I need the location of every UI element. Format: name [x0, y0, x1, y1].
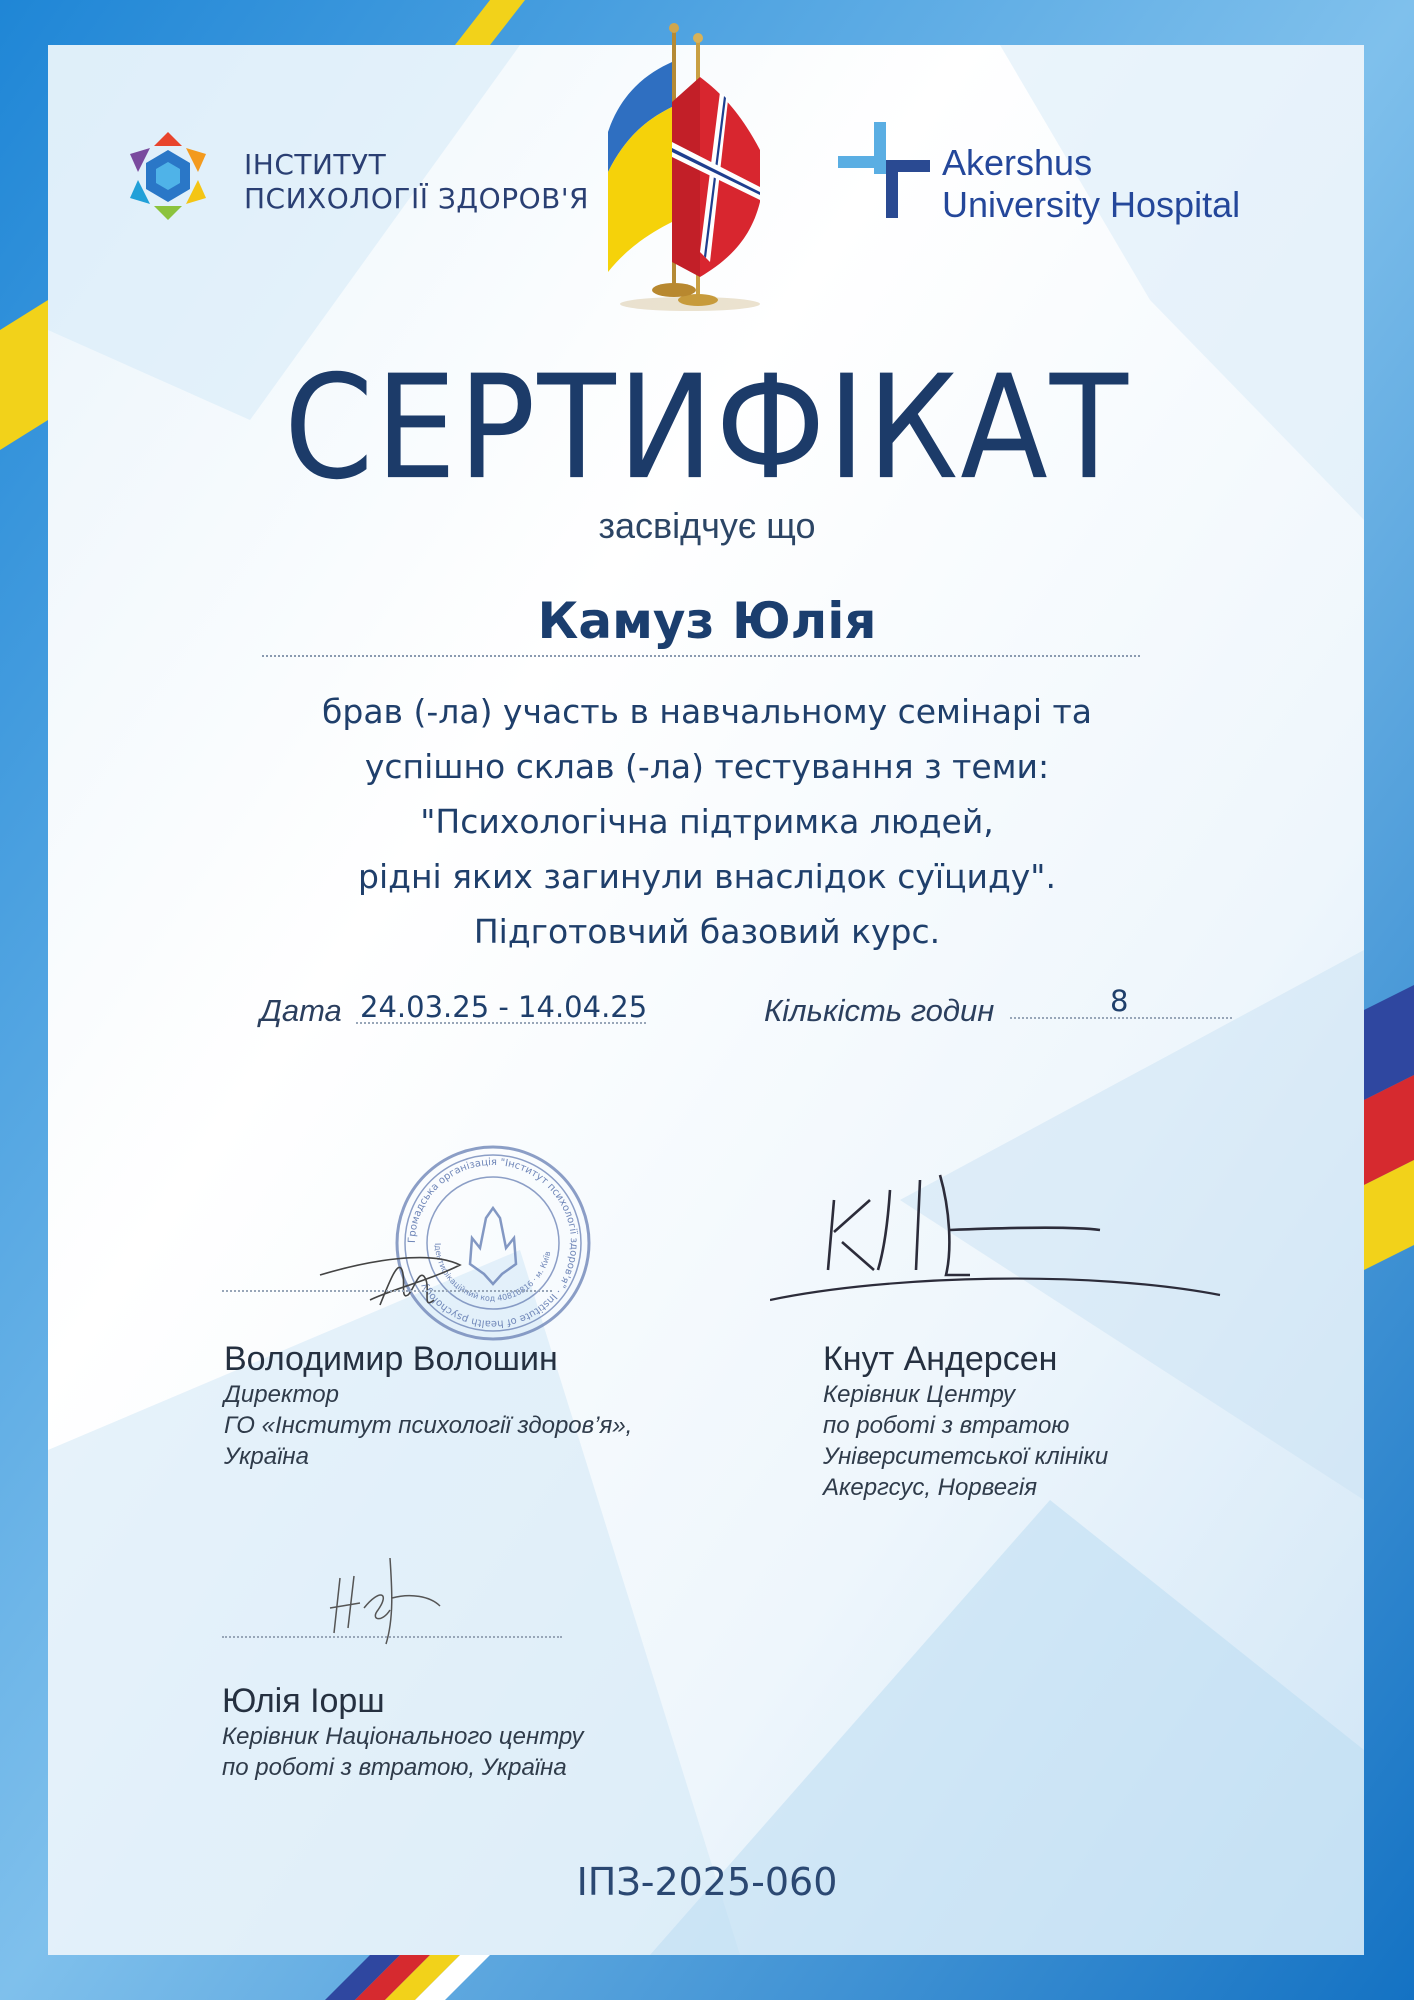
body-line: успішно склав (-ла) тестування з теми:	[364, 747, 1050, 786]
signatory-role-line: ГО «Інститут психології здоров’я»,	[224, 1412, 633, 1439]
signature-line-iorsh	[222, 1636, 562, 1638]
certificate-body	[0, 684, 1414, 959]
signatory-iorsh	[222, 1682, 583, 1783]
signature-andersen	[770, 1160, 1230, 1310]
date-label: Дата	[260, 993, 342, 1028]
akershus-logo-icon	[838, 122, 930, 218]
body-line: Підготовчий базовий курс.	[473, 912, 941, 951]
stamp-outer-text: Громадська організація "Інститут психології здоров'я" · Institute of health psychology	[406, 1156, 580, 1330]
flags-icon	[600, 22, 780, 312]
signatory-role-line: по роботі з втратою, Україна	[222, 1754, 567, 1781]
body-line: "Психологічна підтримка людей,	[420, 802, 994, 841]
signatory-role-line: Керівник Центру	[823, 1381, 1016, 1408]
akershus-logo-line1: Akershus	[942, 142, 1093, 183]
hours-underline	[1010, 1017, 1232, 1019]
signature-line-voloshyn	[222, 1290, 552, 1292]
signatory-voloshyn	[224, 1340, 632, 1472]
hours-label: Кількість годин	[764, 993, 995, 1028]
certificate-subtitle: засвідчує що	[598, 505, 816, 546]
akershus-logo-text	[942, 142, 1240, 226]
signatory-role-line: Акергсус, Норвегія	[823, 1474, 1038, 1501]
body-line: рідні яких загинули внаслідок суїциду".	[358, 857, 1056, 896]
signatory-role-line: Керівник Національного центру	[222, 1723, 584, 1750]
signatory-andersen	[823, 1340, 1108, 1503]
institute-logo-icon	[118, 130, 218, 222]
signature-iorsh	[320, 1548, 460, 1648]
body-line: брав (-ла) участь в навчальному семінарі та	[322, 692, 1092, 731]
date-value: 24.03.25 - 14.04.25	[360, 990, 648, 1024]
institute-logo-line1: ІНСТИТУТ	[244, 148, 387, 181]
akershus-logo-line2: University Hospital	[942, 184, 1241, 225]
signatory-name: Кнут Андерсен	[823, 1340, 1058, 1378]
recipient-name-underline	[262, 655, 1140, 657]
institute-logo-text	[244, 148, 589, 216]
signatory-role-line: по роботі з втратою	[823, 1412, 1070, 1439]
signatory-name: Володимир Волошин	[224, 1340, 558, 1378]
signatory-name: Юлія Іорш	[222, 1682, 385, 1720]
stamp-inner-text: Ідентифікаційний код 40816816 · м. Київ	[432, 1242, 553, 1304]
hours-value: 8	[1110, 984, 1129, 1018]
certificate-title: СЕРТИФІКАТ	[284, 345, 1130, 512]
recipient-name: Камуз Юлія	[537, 592, 877, 650]
signatory-role-line: Університетської клініки	[823, 1443, 1109, 1470]
date-underline	[356, 1022, 646, 1024]
signatory-role-line: Директор	[224, 1381, 339, 1408]
signature-voloshyn	[310, 1220, 510, 1330]
signatory-role-line: Україна	[224, 1443, 309, 1470]
certificate-serial-number: ІПЗ-2025-060	[576, 1860, 838, 1904]
institute-logo-line2: ПСИХОЛОГІЇ ЗДОРОВ'Я	[244, 182, 590, 215]
